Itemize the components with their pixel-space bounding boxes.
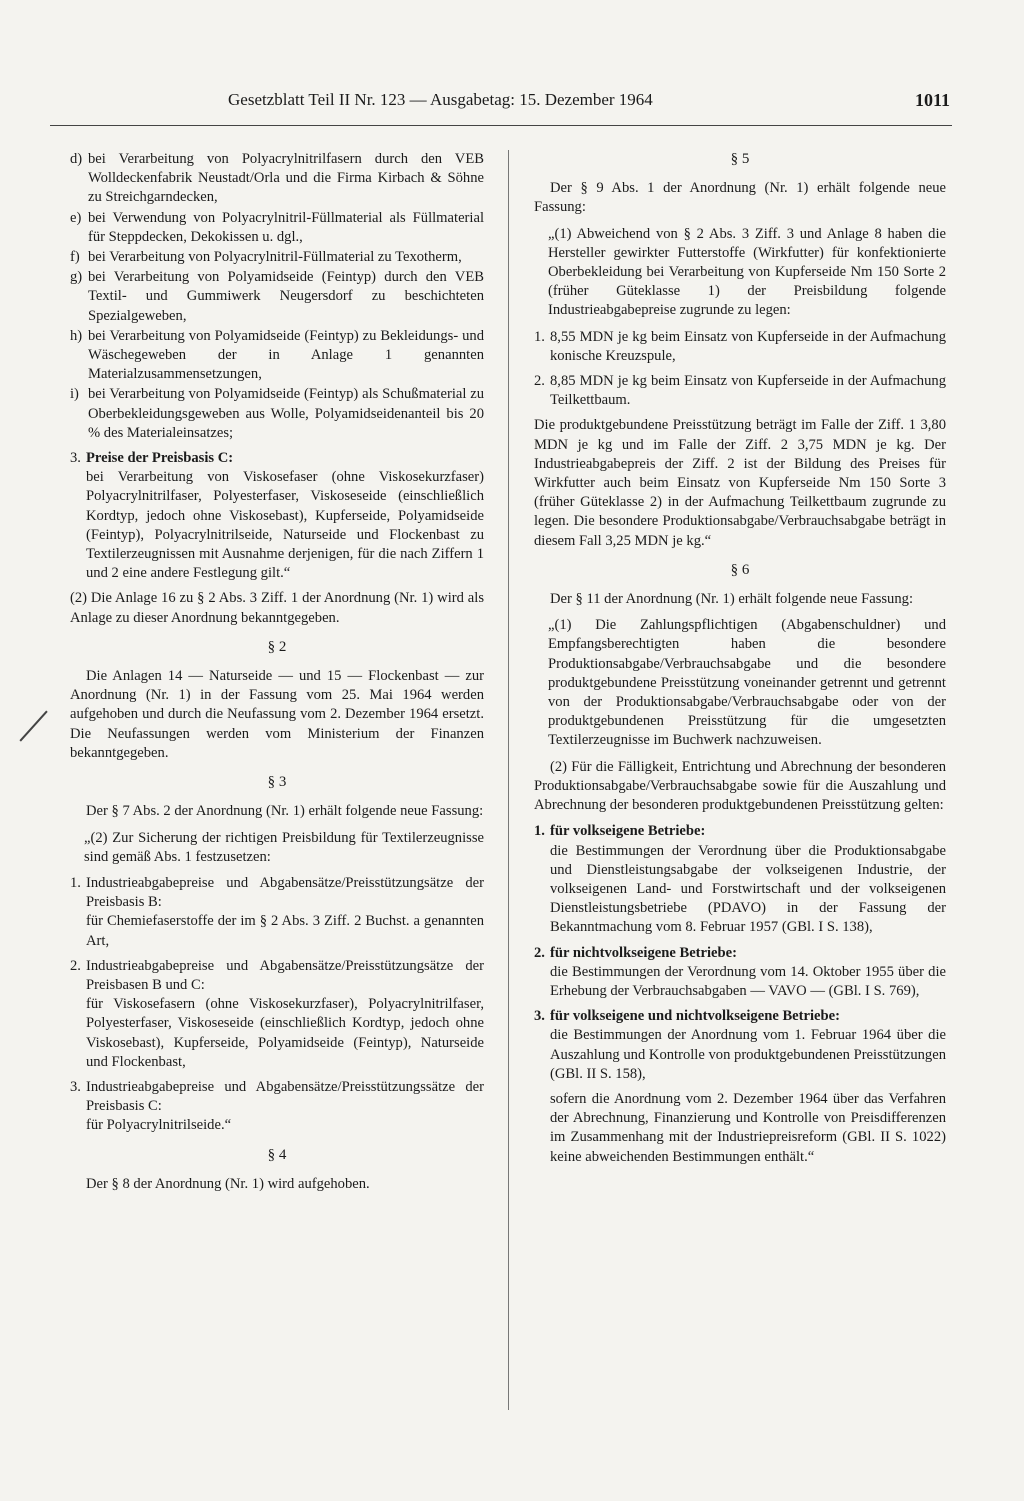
list-item-text: bei Verarbeitung von Polyamidseide (Feintyp) durch den VEB Textil- und Gummiwerk Neugersdorf zu beschichteten Spezialgeweben,	[88, 269, 484, 324]
section-6-item	[534, 944, 946, 1002]
section-5-item	[534, 372, 946, 410]
list-item-label: g)	[70, 269, 83, 286]
list-item-text: bei Verarbeitung von Polyamidseide (Feintyp) zu Bekleidungs- und Wäschegeweben der in Anlage 1 genannten Materialzusammensetzungen,	[88, 327, 484, 383]
section-6-item-heading: für volkseigene und nichtvolkseigene Betriebe:	[550, 1008, 840, 1025]
list-item	[70, 385, 484, 443]
section-4-text: Der § 8 der Anordnung (Nr. 1) wird aufgehoben.	[86, 1175, 370, 1192]
section-3-item-text: Industrieabgabepreise und Abgabensätze/Preisstützungsätze der Preisbasen B und C:	[86, 957, 484, 993]
header-title: Gesetzblatt Teil II Nr. 123 — Ausgabetag: 15. Dezember 1964	[228, 90, 653, 109]
section-heading-4: § 4	[267, 1146, 287, 1163]
section-6-item-text: die Bestimmungen der Anordnung vom 1. Februar 1964 über die Auszahlung und Kontrolle von produktgebundenen Preisstützungen (GBl. II S. 158),	[550, 1027, 946, 1082]
section-6-quote-2: (2) Für die Fälligkeit, Entrichtung und Abrechnung der besonderen Produktionsabgabe/Verbrauchsabgabe sowie für die Auszahlung und Abrechnung der besonderen produktgebundenen Preisstützung gelten:	[534, 758, 946, 814]
section-5-item-text: 8,85 MDN je kg beim Einsatz von Kupferseide in der Aufmachung Teilkettbaum.	[550, 373, 946, 409]
item-3-text: bei Verarbeitung von Viskosefaser (ohne Viskosekurzfaser) Polyacrylnitrilfaser, Polyesterfaser, Viskoseseide (einschließlich Kordtyp, jedoch ohne Viskosebast), Kupferseide, Polyamidseide (Feintyp), Polyacrylnitrilseide, Naturseide und Flockenbast zu Textilerzeugnissen mit Ausnahme derjenigen, für die nach Ziffern 1 und 2 eine andere Festlegung gilt.“	[86, 469, 484, 582]
section-6-item	[534, 822, 946, 937]
section-3-item	[70, 957, 484, 1072]
section-6-item-heading: für nichtvolkseigene Betriebe:	[550, 944, 737, 961]
list-item-text: bei Verwendung von Polyacrylnitril-Füllmaterial als Füllmaterial für Steppdecken, Dekokissen u. dgl.,	[88, 209, 484, 245]
section-heading-3: § 3	[267, 774, 287, 791]
section-6-item	[534, 1007, 946, 1084]
page-header	[228, 90, 950, 112]
list-item-label: h)	[70, 327, 83, 344]
section-6-item-label: 3.	[534, 1008, 545, 1025]
section-6-closing: sofern die Anordnung vom 2. Dezember 1964 über das Verfahren der Abrechnung, Finanzierung und Kontrolle von Preisdifferenzen im Zusammenhang mit der Industriepreisreform (GBl. II S. 1022) keine abweichenden Bestimmungen enthält.“	[550, 1090, 946, 1165]
left-column	[70, 150, 484, 1201]
section-3-item	[70, 1078, 484, 1136]
section-3-quote: „(2) Zur Sicherung der richtigen Preisbildung für Textilerzeugnisse sind gemäß Abs. 1 festzusetzen:	[84, 829, 484, 865]
section-6-item-body	[550, 944, 946, 1002]
page-number: 1011	[914, 90, 950, 110]
section-6-intro: Der § 11 der Anordnung (Nr. 1) erhält folgende neue Fassung:	[550, 591, 913, 608]
section-heading-5: § 5	[730, 151, 750, 167]
section-3-intro: Der § 7 Abs. 2 der Anordnung (Nr. 1) erhält folgende neue Fassung:	[86, 803, 484, 820]
section-6-item-label: 2.	[534, 944, 545, 961]
section-3-item-body	[86, 874, 484, 951]
item-3-label: 3.	[70, 450, 81, 467]
section-3-item-text: Industrieabgabepreise und Abgabensätze/Preisstützungsätze der Preisbasis B:	[86, 874, 484, 911]
list-item	[70, 248, 484, 267]
item-3-heading: Preise der Preisbasis C:	[86, 450, 234, 467]
list-item	[70, 327, 484, 385]
section-3-item-body	[86, 1078, 484, 1136]
section-6-item-body	[550, 822, 946, 937]
section-6-item-label: 1.	[534, 823, 545, 840]
section-3-item-label: 3.	[70, 1078, 81, 1095]
list-item	[70, 268, 484, 326]
section-3-item-sub: für Polyacrylnitrilseide.“	[86, 1117, 232, 1134]
section-5-item-label: 2.	[534, 373, 545, 390]
section-6-quote-1: „(1) Die Zahlungspflichtigen (Abgabenschuldner) und Empfangsberechtigten haben die besondere Produktionsabgabe/Verbrauchsabgabe und die besondere produktgebundene Preisstützung voneinander getrennt und getrennt von der Produktionsabgabe/Verbrauchsabgabe oder von der produktgebundenen Preisstützung für die umgesetzten Textilerzeugnisse im Buchwerk nachzuweisen.	[548, 617, 946, 749]
section-6-item-body	[550, 1007, 946, 1084]
list-items-d-to-i	[70, 150, 484, 443]
section-5-item	[534, 328, 946, 366]
section-3-item-sub: für Chemiefaserstoffe der im § 2 Abs. 3 Ziff. 2 Buchst. a genannten Art,	[86, 913, 484, 949]
list-item-text: bei Verarbeitung von Polyacrylnitrilfasern durch den VEB Wolldeckenfabrik Neustadt/Orla und die Firma Kirbach & Söhne zu Streichgarndecken,	[88, 151, 484, 206]
list-item-label: i)	[70, 386, 79, 403]
section-6-item-text: die Bestimmungen der Verordnung vom 14. Oktober 1955 über die Erhebung der Verbrauchsabgaben — VAVO — (GBl. I S. 769),	[550, 963, 946, 999]
section-3-item	[70, 874, 484, 951]
section-3-item-body	[86, 957, 484, 1072]
section-3-item-label: 1.	[70, 874, 81, 891]
column-separator	[508, 150, 509, 1410]
section-heading-6: § 6	[730, 561, 750, 578]
section-3-item-sub: für Viskosefasern (ohne Viskosekurzfaser), Polyacrylnitrilfaser, Polyesterfaser, Viskoseseide (einschließlich Kordtyp, jedoch ohne Viskosebast), Kupferseide, Polyamidseide (Feintyp), Naturseide und Flockenbast,	[86, 996, 484, 1070]
list-item	[70, 150, 484, 208]
margin-pen-mark	[19, 711, 47, 742]
section-5-quote: „(1) Abweichend von § 2 Abs. 3 Ziff. 3 und Anlage 8 haben die Hersteller gewirkter Futterstoffe (Wirkfutter) für konfektionierte Oberbekleidung bei Verarbeitung von Kupferseide Nm 150 Sorte 2 (früher Güteklasse 1) der Preisbildung folgende Industrieabgabepreise zugrunde zu legen:	[548, 225, 946, 319]
section-5-text: Die produktgebundene Preisstützung beträgt im Falle der Ziff. 1 3,80 MDN je kg und im Falle der Ziff. 2 3,75 MDN je kg. Der Industrieabgabepreis der Ziff. 2 ist der Bildung des Preises für Wirkfutter auch beim Einsatz von Kupferseide Nm 150 Sorte 3 (früher Güteklasse 2) in der Aufmachung Teilkettbaum zugrunde zu legen. Die besondere Produktionsabgabe/Verbrauchsabgabe beträgt in diesem Fall 3,25 MDN je kg.“	[534, 417, 946, 549]
right-column	[534, 150, 946, 1174]
list-item-text: bei Verarbeitung von Polyacrylnitril-Füllmaterial zu Texotherm,	[88, 249, 462, 266]
section-5-item-label: 1.	[534, 328, 545, 345]
section-2-text: Die Anlagen 14 — Naturseide — und 15 — Flockenbast — zur Anordnung (Nr. 1) in der Fassung vom 25. Mai 1964 werden aufgehoben und durch die Neufassung vom 2. Dezember 1964 ersetzt. Die Neufassungen werden vom Ministerium der Finanzen bekanntgegeben.	[70, 668, 484, 761]
section-3-item-label: 2.	[70, 957, 81, 974]
list-item-text: bei Verarbeitung von Polyamidseide (Feintyp) als Schußmaterial zu Oberbekleidungsgeweben aus Wolle, Polyamidseidenanteil bis 20 % des Materialeinsatzes;	[88, 386, 484, 441]
paragraph-2: (2) Die Anlage 16 zu § 2 Abs. 3 Ziff. 1 der Anordnung (Nr. 1) wird als Anlage zu dieser Anordnung bekanntgegeben.	[70, 590, 484, 626]
section-6-item-heading: für volkseigene Betriebe:	[550, 823, 706, 840]
section-heading-2: § 2	[267, 638, 287, 655]
item-3-body	[86, 449, 484, 583]
list-item-label: f)	[70, 249, 80, 266]
header-rule	[50, 125, 952, 126]
item-3-preisbasis-c	[70, 449, 484, 583]
list-item-label: d)	[70, 151, 83, 167]
section-6-item-text: die Bestimmungen der Verordnung über die Produktionsabgabe und Dienstleistungsabgabe der volkseigenen Industrie, der volkseigenen Land- und Forstwirtschaft und der volkseigenen Dienstleistungsbetriebe (PDAVO) in der Fassung der Bekanntmachung vom 8. Februar 1957 (GBl. I S. 138),	[550, 842, 946, 936]
section-5-item-text: 8,55 MDN je kg beim Einsatz von Kupferseide in der Aufmachung konische Kreuzspule,	[550, 328, 946, 364]
section-5-intro: Der § 9 Abs. 1 der Anordnung (Nr. 1) erhält folgende neue Fassung:	[534, 180, 946, 216]
list-item	[70, 209, 484, 247]
section-3-item-text: Industrieabgabepreise und Abgabensätze/Preisstützungssätze der Preisbasis C:	[86, 1078, 484, 1115]
list-item-label: e)	[70, 209, 82, 226]
